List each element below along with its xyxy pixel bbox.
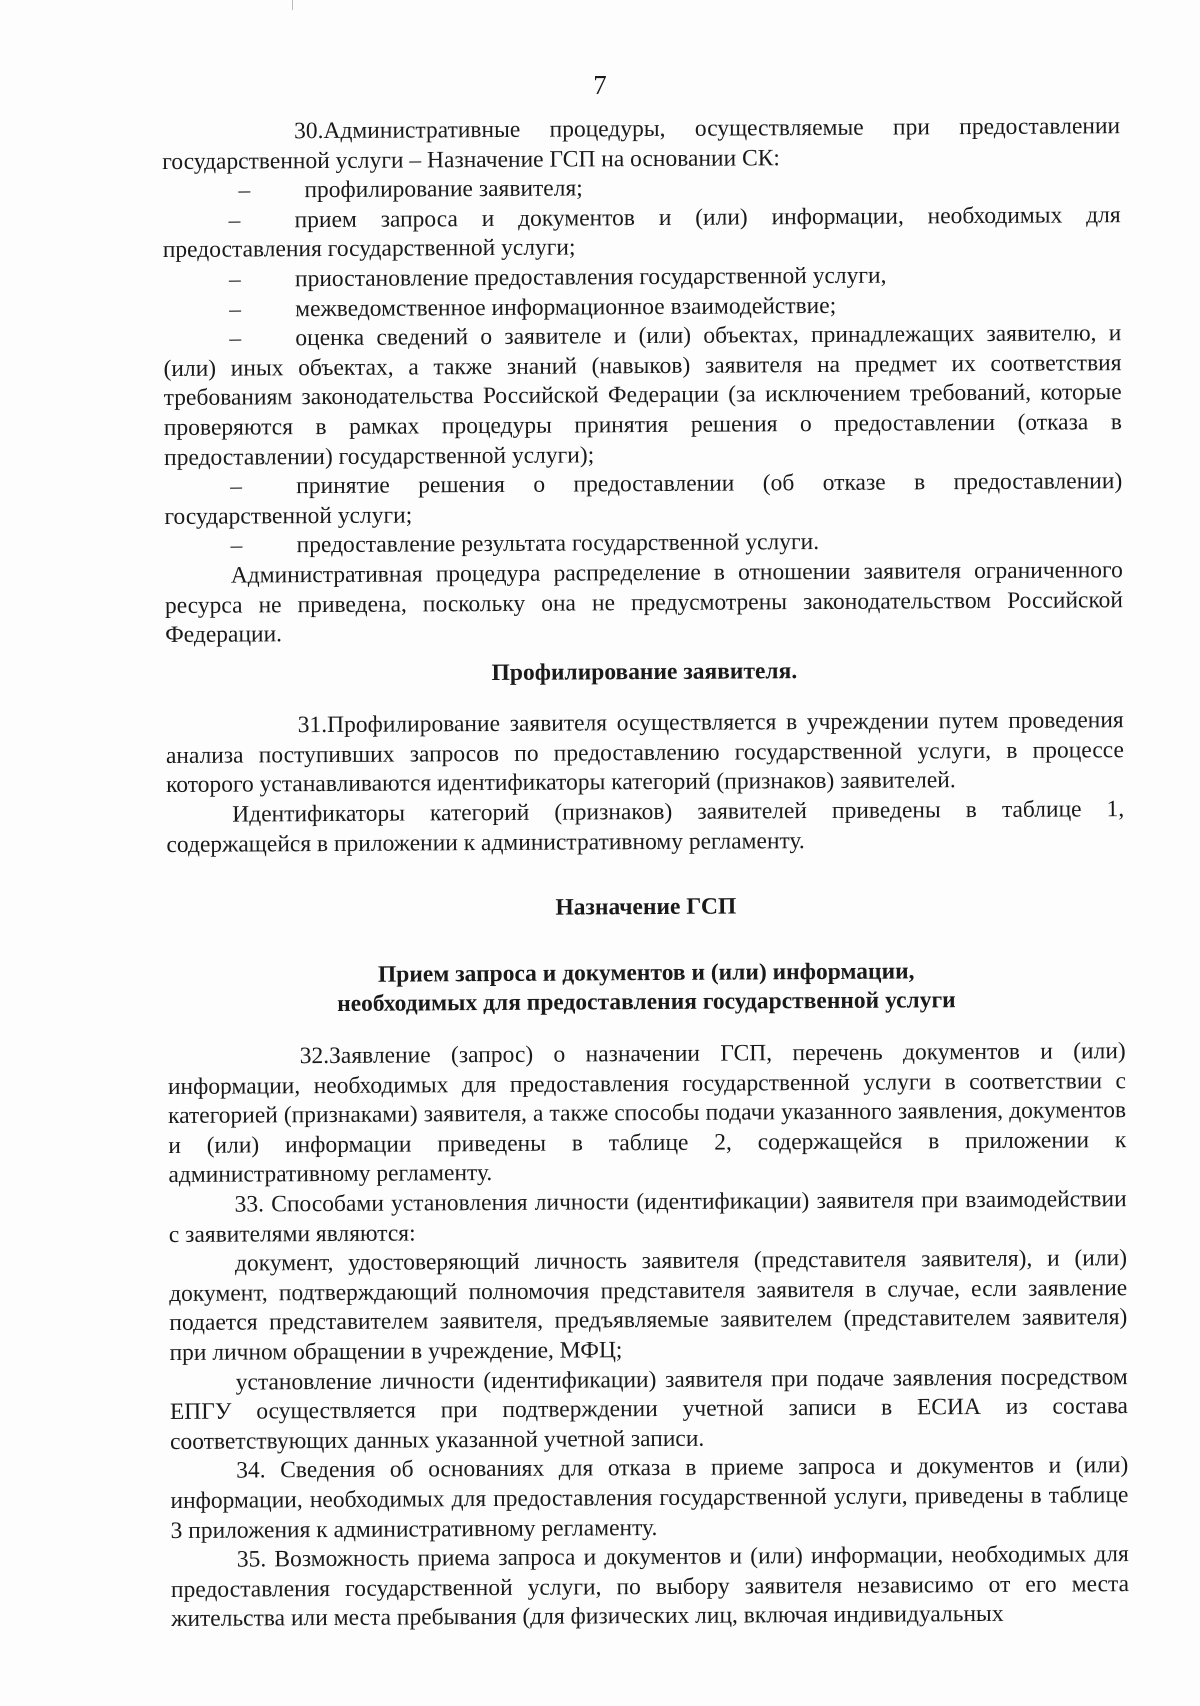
dash-marker: – bbox=[229, 325, 242, 352]
list-item bbox=[163, 201, 1121, 266]
paragraph-text: Профилирование заявителя осуществляется в учреждении путем проведения анализа поступивших запросов по предоставлению государственной услуги, в процессе которого устанавливаются идентификаторы категорий (признаков) заявителей. bbox=[165, 707, 1124, 799]
document-body bbox=[162, 112, 1129, 1635]
dash-marker: – bbox=[229, 296, 241, 323]
paragraph-31 bbox=[166, 706, 1125, 801]
paragraph-35: 35. Возможность приема запроса и документов и (или) информации, необходимых для предоставления государственной услуги, по выбору заявителя независимо от его места жительства или места пребывания (для физических лиц, включая индивидуальных bbox=[170, 1541, 1130, 1633]
paragraph-number: 31. bbox=[297, 712, 328, 739]
section-heading-profiling: Профилирование заявителя. bbox=[491, 657, 798, 686]
paragraph-32 bbox=[168, 1037, 1127, 1191]
list-item-text: оценка сведений о заявителе и (или) объектах, принадлежащих заявителю, и (или) иных объектах, а также знаний (навыков) заявителя на предмет их соответствия требованиям законодательства Российской Федерации (за исключением требований, которые проверяются в рамках процедуры принятия решения о предоставлении (отказа в предоставлении) государственной услуги); bbox=[163, 320, 1122, 471]
paragraph-33-item-a: документ, удостоверяющий личность заявителя (представителя заявителя), и (или) документ, подтверждающий полномочия представителя заявителя в случае, если заявление подается представителем заявителя, предъявляемые заявителем (представителем заявителя) при личном обращении в учреждение, МФЦ; bbox=[169, 1245, 1128, 1366]
dash-marker: – bbox=[228, 207, 241, 234]
paragraph-text: Заявление (запрос) о назначении ГСП, перечень документов и (или) информации, необходимых для предоставления государственной услуги в соответствии с категорией (признаками) заявителя, а также способы подачи указанного заявления, документов и (или) информации приведены в таблице 2, содержащейся в приложении к административному регламенту. bbox=[167, 1038, 1127, 1189]
list-item-text: принятие решения о предоставлении (об отказе в предоставлении) государственной услуги; bbox=[164, 468, 1123, 530]
subsection-heading-line-1: Прием запроса и документов и (или) информации, bbox=[377, 958, 915, 988]
paragraph-33: 33. Способами установления личности (идентификации) заявителя при взаимодействии с заявителями являются: bbox=[168, 1186, 1127, 1248]
list-item-text: предоставление результата государственной услуги. bbox=[296, 529, 820, 559]
paragraph-number: 30. bbox=[294, 118, 324, 145]
list-item-text: профилирование заявителя; bbox=[304, 175, 583, 204]
paragraph-33-item-b: установление личности (идентификации) заявителя при подаче заявления посредством ЕПГУ осуществляется при подтверждении учетной записи в ЕСИА из состава соответствующих данных указанной учетной записи. bbox=[169, 1363, 1128, 1455]
dash-marker: – bbox=[230, 473, 243, 500]
page-number: 7 bbox=[593, 70, 607, 100]
dash-marker: – bbox=[238, 177, 251, 204]
paragraph-note: Административная процедура распределение в отношении заявителя ограниченного ресурса не приведена, поскольку она не предусмотрены законодательством Российской Федерации. bbox=[164, 557, 1124, 649]
paragraph-31-note: Идентификаторы категорий (признаков) заявителей приведены в таблице 1, содержащейся в приложении к административному регламенту. bbox=[166, 796, 1125, 858]
list-item bbox=[163, 319, 1122, 473]
section-heading-gsp: Назначение ГСП bbox=[555, 893, 737, 921]
paragraph-text: Административные процедуры, осуществляемые при предоставлении государственной услуги – Назначение ГСП на основании СК: bbox=[162, 113, 1121, 175]
subsection-heading-line-2: необходимых для предоставления государственной услуги bbox=[337, 987, 956, 1018]
dash-marker: – bbox=[228, 266, 241, 293]
list-item-text: приостановление предоставления государственной услуги, bbox=[294, 262, 887, 293]
list-item-text: прием запроса и документов и (или) информации, необходимых для предоставления государственной услуги; bbox=[162, 201, 1121, 264]
list-item bbox=[164, 467, 1122, 532]
scan-mark bbox=[292, 0, 293, 10]
paragraph-number: 32. bbox=[299, 1043, 330, 1070]
list-item-text: межведомственное информационное взаимодействие; bbox=[295, 292, 837, 322]
paragraph-34: 34. Сведения об основаниях для отказа в приеме запроса и документов и (или) информации, необходимых для предоставления государственной услуги, приведены в таблице 3 приложения к административному регламенту. bbox=[170, 1452, 1129, 1544]
dash-marker: – bbox=[230, 532, 243, 559]
paragraph-30 bbox=[162, 112, 1120, 177]
